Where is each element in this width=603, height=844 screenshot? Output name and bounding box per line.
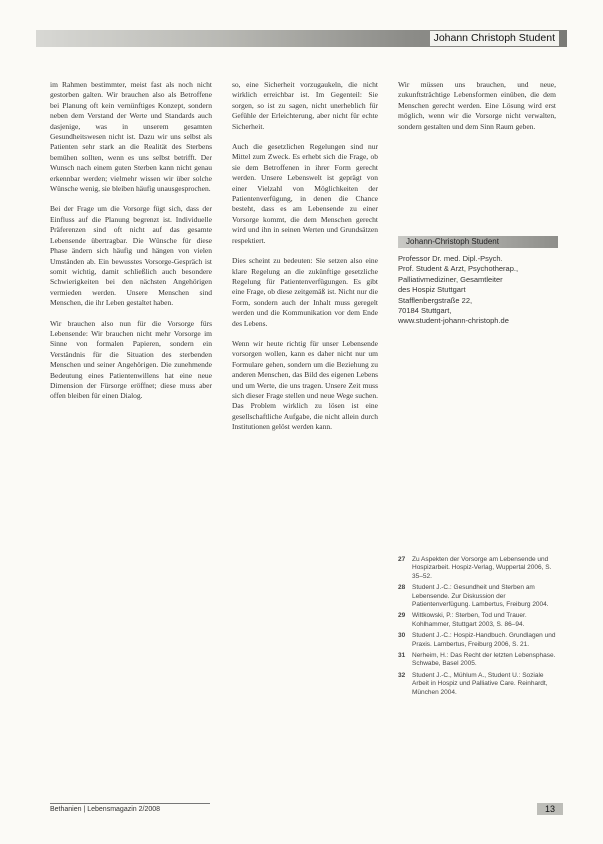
address-line: des Hospiz Stuttgart bbox=[398, 285, 466, 295]
page-number: 13 bbox=[537, 803, 563, 815]
reference-text: Student J.-C., Mühlum A., Student U.: Soziale Arbeit in Hospiz und Palliative Care. Reinhardt, München 2004. bbox=[412, 671, 548, 696]
reference-number: 27 bbox=[398, 556, 406, 563]
header-author: Johann Christoph Student bbox=[430, 31, 559, 46]
reference-number: 32 bbox=[398, 671, 406, 679]
column-2 bbox=[232, 80, 378, 443]
paragraph: so, eine Sicherheit vorzugaukeln, die nicht wirklich erreichbar ist. Im Gegenteil: Sie sorgen, so ist zu sagen, nicht unerheblich für Gefühle der Erleichterung, aber nicht für echte Sicherheit. bbox=[232, 80, 378, 131]
address-line: 70184 Stuttgart, bbox=[398, 306, 452, 316]
reference-number: 30 bbox=[398, 632, 406, 640]
author-box-name: Johann-Christoph Student bbox=[406, 237, 499, 246]
paragraph: Auch die gesetzlichen Regelungen sind nur Mittel zum Zweck. Es erhebt sich die Frage, ob sie dem Betroffenen in ihrer Form gerecht werden. Unsere Lebenswelt ist geprägt von einer Vielzahl von Möglichkeiten der Patientenverfügung, in denen die Chance besteht, dass es am Lebensende zu einer Vorsorge kommt, die dem Menschen gerecht wird und ihn in seinen Werten und Grundsätzen respektiert. bbox=[232, 142, 378, 245]
paragraph: Bei der Frage um die Vorsorge fügt sich, dass der Einfluss auf die Planung begrenzt ist. Individuelle Präferenzen sind oft nicht auf das gesamte Lebensende übertragbar. Die Wünsche für diese Phase ändern sich häufig und hängen von vielen Umständen ab. Ein bewusstes Vorsorge-Gespräch ist somit wichtig, damit schließlich auch besondere Schwierigkeiten bei den nächsten Angehörigen vermieden werden. Unsere Menschen sind Menschen, die ihr Leben gestaltet haben. bbox=[50, 204, 212, 308]
address-line: Professor Dr. med. Dipl.-Psych. bbox=[398, 254, 503, 263]
reference-text: Zu Aspekten der Vorsorge am Lebensende und Hospizarbeit. Hospiz-Verlag, Wuppertal 2006, S. 35–52. bbox=[412, 556, 552, 580]
reference-item bbox=[398, 652, 558, 669]
reference-item bbox=[398, 556, 558, 581]
reference-number: 31 bbox=[398, 652, 406, 660]
reference-item bbox=[398, 632, 558, 649]
column-1 bbox=[50, 80, 212, 412]
reference-item bbox=[398, 672, 558, 697]
footer-rule bbox=[50, 803, 210, 804]
reference-item bbox=[398, 584, 558, 609]
author-address bbox=[398, 254, 558, 327]
column-3 bbox=[398, 80, 556, 142]
reference-list bbox=[398, 556, 558, 700]
paragraph: Wenn wir heute richtig für unser Lebensende vorsorgen wollen, kann es daher nicht nur um Formulare gehen, sondern um die Beziehung zu anderen Menschen, das Bild des eigenen Lebens und um Werte, die uns tragen. Unsere Zeit muss sich dieser Frage stellen und neue Wege suchen. Das Problem wirklich zu lösen ist eine gesellschaftliche Aufgabe, die nicht allein durch Institutionen gelöst werden kann. bbox=[232, 338, 378, 432]
address-line: Palliativmediziner, Gesamtleiter bbox=[398, 274, 503, 284]
reference-text: Wittkowski, P.: Sterben, Tod und Trauer. Kohlhammer, Stuttgart 2003, S. 86–94. bbox=[412, 612, 527, 628]
reference-text: Nerheim, H.: Das Recht der letzten Lebensphase. Schwabe, Basel 2005. bbox=[412, 652, 556, 668]
reference-number: 28 bbox=[398, 584, 406, 592]
paragraph: Dies scheint zu bedeuten: Sie setzen also eine klare Regelung an die zukünftige gesetzliche Regelung für Patientenverfügungen. Es gibt eine Frage, ob diese zeitgemäß ist. Nicht nur die Form, sondern auch der Inhalt muss geregelt werden und die Kommunikation vor dem Ende des Lebens. bbox=[232, 256, 378, 328]
address-line: Stafflenbergstraße 22, bbox=[398, 295, 473, 305]
paragraph: im Rahmen bestimmter, meist fast als noch nicht gestorben galten. Wir brauchen also als Betroffene bei Planung oft kein vernünftiges Konzept, sondern neben dem Verstand der Werte und Standards auch dasjenige, was in unserem gesamten Gesundheitswesen nicht ist. Dazu wir uns selbst als Patienten sehr stark an die Realität des Sterbens bemühen sollten, wenn es uns selbst betrifft. Der Wunsch nach einem guten Sterben kann nicht genau erkennbar werden; vielmehr wissen wir über solche Wünsche wenig, sie bleiben häufig unausgesprochen. bbox=[50, 80, 212, 194]
reference-number: 29 bbox=[398, 612, 406, 620]
address-website[interactable]: www.student-johann-christoph.de bbox=[398, 316, 509, 326]
reference-text: Student J.-C.: Hospiz-Handbuch. Grundlagen und Praxis. Lambertus, Freiburg 2006, S. 21. bbox=[412, 632, 556, 648]
reference-text: Student J.-C.: Gesundheit und Sterben am Lebensende. Zur Diskussion der Patientenverfügung. Lambertus, Freiburg 2004. bbox=[412, 584, 549, 609]
address-line: Prof. Student & Arzt, Psychotherap., bbox=[398, 264, 519, 274]
footer-journal: Bethanien | Lebensmagazin 2/2008 bbox=[50, 806, 161, 813]
paragraph: Wir brauchen also nun für die Vorsorge fürs Lebensende: Wir brauchen nicht mehr Vorsorge im Sinne von formalen Papieren, sondern ein Verständnis für die Situation des sterbenden Menschen und seiner Angehörigen. Die zunehmende Bedeutung eines Patientenwillens hat eine neue Dimension der Fürsorge eröffnet; diese muss aber offen bleiben für einen Dialog. bbox=[50, 318, 212, 401]
paragraph: Wir müssen uns brauchen, und neue, zukunftsträchtige Lebensformen einüben, die dem Menschen gerecht werden. Eine Lösung wird erst möglich, wenn wir die Vorsorge nicht verwalten, sondern gestalten und dem Sinn Raum geben. bbox=[398, 80, 556, 131]
reference-item bbox=[398, 612, 558, 629]
